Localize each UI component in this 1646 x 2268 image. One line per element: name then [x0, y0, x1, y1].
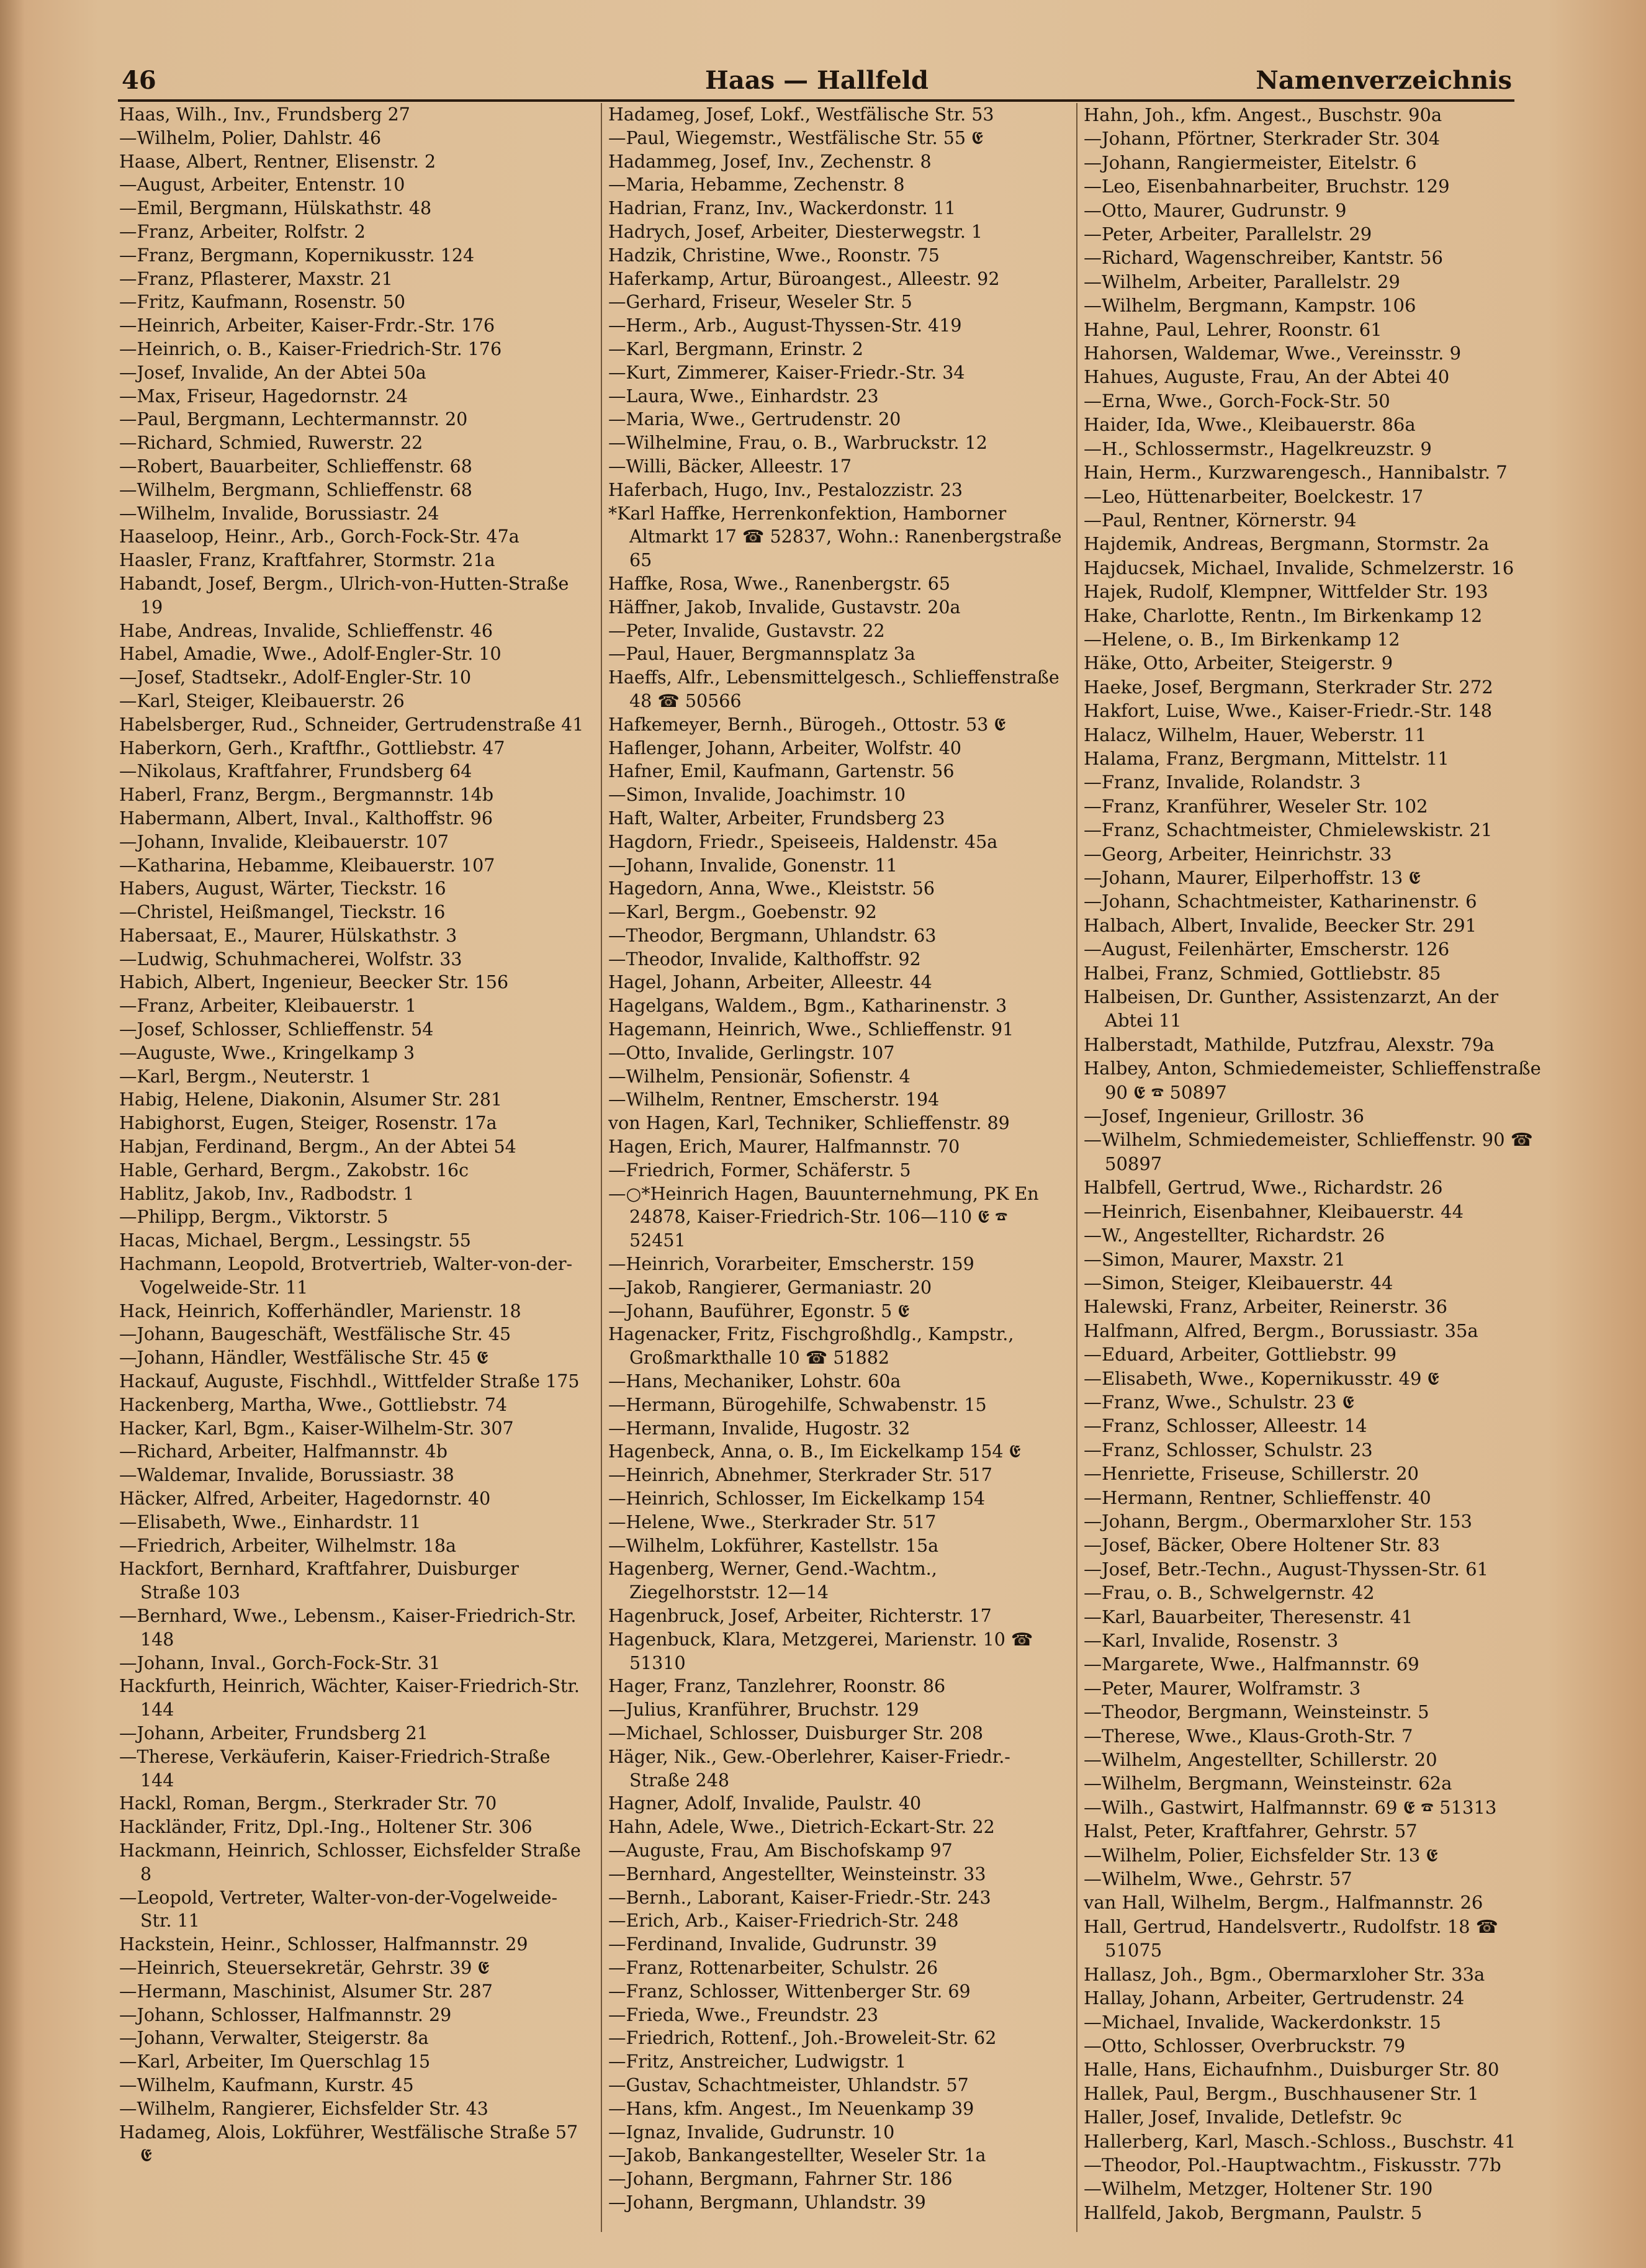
directory-entry: —Friedrich, Arbeiter, Wilhelmstr. 18a — [119, 1535, 456, 1556]
directory-entry: —Paul, Rentner, Körnerstr. 94 — [1084, 509, 1357, 531]
directory-entry: —Johann, Bergmann, Uhlandstr. 39 — [608, 2192, 926, 2213]
directory-entry: —Simon, Steiger, Kleibauerstr. 44 — [1084, 1272, 1393, 1294]
directory-entry: —Michael, Invalide, Wackerdonkstr. 15 — [1084, 2011, 1441, 2033]
directory-entry: Hagen, Erich, Maurer, Halfmannstr. 70 — [608, 1136, 960, 1158]
running-head: Haas — Hallfeld — [705, 66, 929, 95]
directory-entry: Halbach, Albert, Invalide, Beecker Str. 291 — [1084, 914, 1477, 936]
directory-entry: *Karl Haffke, Herrenkonfektion, Hamborner Altmarkt 17 ☎ 52837, Wohn.: Ranenbergstraße 65 — [608, 503, 1062, 571]
directory-entry: Häke, Otto, Arbeiter, Steigerstr. 9 — [1084, 652, 1393, 674]
directory-entry: —August, Feilenhärter, Emscherstr. 126 — [1084, 938, 1450, 960]
directory-entry: Halfmann, Alfred, Bergm., Borussiastr. 35a — [1084, 1320, 1478, 1341]
directory-entry: —Bernhard, Wwe., Lebensm., Kaiser-Friedrich-Str. 148 — [119, 1606, 577, 1650]
directory-entry: —Elisabeth, Wwe., Kopernikusstr. 49 𝕰 — [1084, 1367, 1439, 1389]
directory-entry: Hadzik, Christine, Wwe., Roonstr. 75 — [608, 245, 940, 266]
directory-entry: Haller, Josef, Invalide, Detlefstr. 9c — [1084, 2107, 1402, 2128]
directory-entry: —Karl, Bergm., Neuterstr. 1 — [119, 1066, 372, 1087]
directory-entry: Habich, Albert, Ingenieur, Beecker Str. 156 — [119, 972, 509, 993]
directory-entry: —Leo, Eisenbahnarbeiter, Bruchstr. 129 — [1084, 176, 1450, 197]
directory-entry: —Franz, Kranführer, Weseler Str. 102 — [1084, 795, 1428, 817]
directory-entry: Hafner, Emil, Kaufmann, Gartenstr. 56 — [608, 761, 955, 782]
directory-entry: Hagedorn, Anna, Wwe., Kleiststr. 56 — [608, 878, 935, 899]
directory-entry: —Hermann, Invalide, Hugostr. 32 — [608, 1418, 911, 1439]
directory-entry: —Wilhelm, Pensionär, Sofienstr. 4 — [608, 1066, 911, 1087]
directory-entry: —Michael, Schlosser, Duisburger Str. 208 — [608, 1722, 983, 1744]
directory-entry: —Philipp, Bergm., Viktorstr. 5 — [119, 1207, 389, 1228]
directory-entry: Habe, Andreas, Invalide, Schlieffenstr. 46 — [119, 620, 493, 641]
directory-entry: —Maria, Wwe., Gertrudenstr. 20 — [608, 409, 901, 430]
directory-entry: Hallek, Paul, Bergm., Buschhausener Str. 1 — [1084, 2082, 1479, 2104]
column-middle — [601, 103, 1066, 2232]
directory-entry: —Franz, Schachtmeister, Chmielewskistr. 21 — [1084, 819, 1493, 841]
directory-entry: —Hans, kfm. Angest., Im Neuenkamp 39 — [608, 2098, 974, 2119]
directory-entry: —Helene, Wwe., Sterkrader Str. 517 — [608, 1511, 937, 1532]
directory-entry: —Herm., Arb., August-Thyssen-Str. 419 — [608, 315, 962, 336]
directory-entry: Habers, August, Wärter, Tieckstr. 16 — [119, 878, 446, 899]
directory-entry: —Friedrich, Rottenf., Joh.-Broweleit-Str. 62 — [608, 2028, 997, 2049]
directory-entry: Hallasz, Joh., Bgm., Obermarxloher Str. 33a — [1084, 1963, 1485, 1985]
directory-entry: Halbey, Anton, Schmiedemeister, Schlieffenstraße 90 𝕰 ☎ 50897 — [1084, 1058, 1541, 1103]
directory-entry: —Erna, Wwe., Gorch-Fock-Str. 50 — [1084, 390, 1390, 412]
directory-entry: Hager, Franz, Tanzlehrer, Roonstr. 86 — [608, 1676, 946, 1697]
directory-entry: —Heinrich, Arbeiter, Kaiser-Frdr.-Str. 176 — [119, 315, 495, 336]
directory-entry: Halst, Peter, Kraftfahrer, Gehrstr. 57 — [1084, 1820, 1418, 1842]
directory-entry: —Frieda, Wwe., Freundstr. 23 — [608, 2004, 879, 2025]
directory-entry: —Theodor, Bergmann, Weinsteinstr. 5 — [1084, 1701, 1429, 1723]
directory-entry: Haferkamp, Artur, Büroangest., Alleestr. 92 — [608, 268, 1000, 289]
directory-entry: van Hall, Wilhelm, Bergm., Halfmannstr. 26 — [1084, 1892, 1483, 1914]
directory-entry: Hall, Gertrud, Handelsvertr., Rudolfstr. 18 ☎ 51075 — [1084, 1915, 1498, 1961]
directory-entry: —Otto, Invalide, Gerlingstr. 107 — [608, 1042, 895, 1063]
directory-entry: Hackstein, Heinr., Schlosser, Halfmannstr. 29 — [119, 1934, 528, 1955]
directory-entry: Halbei, Franz, Schmied, Gottliebstr. 85 — [1084, 962, 1441, 984]
directory-entry: —Jakob, Rangierer, Germaniastr. 20 — [608, 1277, 932, 1298]
directory-entry: —Wilhelm, Wwe., Gehrstr. 57 — [1084, 1868, 1352, 1890]
directory-entry: —Robert, Bauarbeiter, Schlieffenstr. 68 — [119, 456, 472, 477]
directory-entry: Haberl, Franz, Bergm., Bergmannstr. 14b — [119, 785, 494, 806]
directory-entry: —Theodor, Pol.-Hauptwachtm., Fiskusstr. 77b — [1084, 2154, 1501, 2176]
directory-entry: Hadrian, Franz, Inv., Wackerdonstr. 11 — [608, 198, 956, 219]
directory-entry: —Hans, Mechaniker, Lohstr. 60a — [608, 1371, 901, 1392]
directory-entry: —Franz, Schlosser, Alleestr. 14 — [1084, 1415, 1367, 1437]
directory-entry: Haider, Ida, Wwe., Kleibauerstr. 86a — [1084, 414, 1416, 436]
directory-entry: —Julius, Kranführer, Bruchstr. 129 — [608, 1699, 919, 1721]
directory-entry: —Johann, Invalide, Gonenstr. 11 — [608, 855, 897, 876]
directory-entry: Halacz, Wilhelm, Hauer, Weberstr. 11 — [1084, 724, 1427, 745]
directory-entry: —Otto, Schlosser, Overbruckstr. 79 — [1084, 2035, 1406, 2056]
directory-entry: —Paul, Hauer, Bergmannsplatz 3a — [608, 644, 915, 665]
directory-entry: Hahorsen, Waldemar, Wwe., Vereinsstr. 9 — [1084, 343, 1462, 364]
directory-entry: —Hermann, Bürogehilfe, Schwabenstr. 15 — [608, 1394, 987, 1415]
directory-entry: Hackl, Roman, Bergm., Sterkrader Str. 70 — [119, 1793, 497, 1814]
directory-entry: —Nikolaus, Kraftfahrer, Frundsberg 64 — [119, 761, 472, 782]
directory-entry: Hablitz, Jakob, Inv., Radbodstr. 1 — [119, 1183, 415, 1204]
directory-entry: —Theodor, Invalide, Kalthoffstr. 92 — [608, 948, 921, 970]
directory-entry: —Franz, Bergmann, Kopernikusstr. 124 — [119, 245, 475, 266]
header-rule — [118, 99, 1514, 102]
directory-entry: —Gerhard, Friseur, Weseler Str. 5 — [608, 292, 912, 313]
directory-entry: —Peter, Arbeiter, Parallelstr. 29 — [1084, 223, 1372, 245]
directory-entry: —Josef, Ingenieur, Grillostr. 36 — [1084, 1105, 1364, 1127]
directory-entry: Hack, Heinrich, Kofferhändler, Marienstr. 18 — [119, 1300, 521, 1321]
directory-entry: —Franz, Arbeiter, Kleibauerstr. 1 — [119, 996, 417, 1017]
directory-entry: —Heinrich, o. B., Kaiser-Friedrich-Str. 176 — [119, 338, 502, 359]
directory-entry: Haase, Albert, Rentner, Elisenstr. 2 — [119, 151, 436, 172]
directory-entry: —Wilhelm, Lokführer, Kastellstr. 15a — [608, 1535, 939, 1556]
directory-entry: —Johann, Inval., Gorch-Fock-Str. 31 — [119, 1652, 441, 1673]
directory-entry: Hackfort, Bernhard, Kraftfahrer, Duisburger Straße 103 — [119, 1559, 519, 1603]
directory-entry: Hahn, Joh., kfm. Angest., Buschstr. 90a — [1084, 104, 1442, 125]
directory-entry: Hakfort, Luise, Wwe., Kaiser-Friedr.-Str. 148 — [1084, 700, 1493, 722]
directory-entry: —Leopold, Vertreter, Walter-von-der-Vogelweide-Str. 11 — [119, 1887, 558, 1932]
directory-entry: Habersaat, E., Maurer, Hülskathstr. 3 — [119, 925, 457, 946]
directory-entry: Hackenberg, Martha, Wwe., Gottliebstr. 74 — [119, 1394, 507, 1415]
directory-entry: —Johann, Rangiermeister, Eitelstr. 6 — [1084, 151, 1417, 173]
directory-entry: —Wilhelm, Schmiedemeister, Schlieffenstr. 90 ☎ 50897 — [1084, 1129, 1533, 1174]
directory-entry: —○*Heinrich Hagen, Bauunternehmung, PK En 24878, Kaiser-Friedrich-Str. 106—110 𝕰 ☎ 52451 — [608, 1183, 1039, 1251]
directory-entry: Habel, Amadie, Wwe., Adolf-Engler-Str. 10 — [119, 644, 501, 665]
directory-entry: —Heinrich, Abnehmer, Sterkrader Str. 517 — [608, 1465, 992, 1486]
directory-entry: —Kurt, Zimmerer, Kaiser-Friedr.-Str. 34 — [608, 362, 965, 383]
page-header — [122, 66, 1512, 101]
directory-entry: Häffner, Jakob, Invalide, Gustavstr. 20a — [608, 596, 961, 618]
directory-entry: —Karl, Bergm., Goebenstr. 92 — [608, 902, 877, 923]
directory-entry: Haaseloop, Heinr., Arb., Gorch-Fock-Str. 47a — [119, 526, 519, 547]
directory-entry: —Therese, Wwe., Klaus-Groth-Str. 7 — [1084, 1725, 1413, 1747]
directory-entry: —Wilhelm, Polier, Dahlstr. 46 — [119, 127, 382, 148]
directory-entry: —Johann, Bergmann, Fahrner Str. 186 — [608, 2169, 953, 2190]
directory-entry: —Johann, Schlosser, Halfmannstr. 29 — [119, 2004, 452, 2025]
directory-entry: —H., Schlossermstr., Hagelkreuzstr. 9 — [1084, 438, 1432, 459]
directory-entry: Hafkemeyer, Bernh., Bürogeh., Ottostr. 53 𝕰 — [608, 714, 1006, 735]
directory-entry: Hadammeg, Josef, Inv., Zechenstr. 8 — [608, 151, 932, 172]
directory-entry: —Otto, Maurer, Gudrunstr. 9 — [1084, 199, 1347, 221]
directory-entry: Hagner, Adolf, Invalide, Paulstr. 40 — [608, 1793, 922, 1814]
directory-entry: —Helene, o. B., Im Birkenkamp 12 — [1084, 628, 1400, 650]
directory-entry: —Franz, Pflasterer, Maxstr. 21 — [119, 268, 393, 289]
directory-entry: —Wilhelm, Bergmann, Weinsteinstr. 62a — [1084, 1773, 1452, 1794]
directory-entry: Haflenger, Johann, Arbeiter, Wolfstr. 40 — [608, 737, 962, 758]
directory-entry: —Karl, Invalide, Rosenstr. 3 — [1084, 1630, 1339, 1651]
directory-entry: Hagenbruck, Josef, Arbeiter, Richterstr. 17 — [608, 1606, 992, 1626]
directory-entry: —Josef, Bäcker, Obere Holtener Str. 83 — [1084, 1534, 1440, 1556]
directory-entry: —Elisabeth, Wwe., Einhardstr. 11 — [119, 1511, 421, 1532]
directory-entry: von Hagen, Karl, Techniker, Schlieffenstr. 89 — [608, 1113, 1010, 1134]
directory-entry: Halbeisen, Dr. Gunther, Assistenzarzt, An der Abtei 11 — [1084, 986, 1499, 1032]
section-title: Namenverzeichnis — [1256, 66, 1512, 95]
directory-entry: —Max, Friseur, Hagedornstr. 24 — [119, 385, 408, 407]
directory-entry: Haberkorn, Gerh., Kraftfhr., Gottliebstr. 47 — [119, 737, 505, 758]
directory-entry: —Heinrich, Steuersekretär, Gehrstr. 39 𝕰 — [119, 1957, 490, 1978]
directory-entry: —Johann, Bauführer, Egonstr. 5 𝕰 — [608, 1300, 910, 1321]
directory-entry: —Johann, Schachtmeister, Katharinenstr. 6 — [1084, 891, 1477, 912]
directory-entry: —Erich, Arb., Kaiser-Friedrich-Str. 248 — [608, 1910, 959, 1932]
directory-entry: Häger, Nik., Gew.-Oberlehrer, Kaiser-Friedr.-Straße 248 — [608, 1746, 1010, 1791]
directory-entry: —Wilhelm, Bergmann, Kampstr. 106 — [1084, 295, 1416, 317]
directory-entry: —Franz, Wwe., Schulstr. 23 𝕰 — [1084, 1391, 1354, 1413]
binding-shadow — [0, 0, 25, 2268]
directory-entry: —Ludwig, Schuhmacherei, Wolfstr. 33 — [119, 948, 462, 970]
directory-entry: —Fritz, Kaufmann, Rosenstr. 50 — [119, 292, 406, 313]
directory-entry: —Katharina, Hebamme, Kleibauerstr. 107 — [119, 855, 495, 876]
directory-entry: Halbfell, Gertrud, Wwe., Richardstr. 26 — [1084, 1177, 1443, 1199]
directory-entry: —Friedrich, Former, Schäferstr. 5 — [608, 1159, 911, 1181]
directory-entry: —Heinrich, Schlosser, Im Eickelkamp 154 — [608, 1488, 986, 1510]
directory-entry: —Wilhelm, Metzger, Holtener Str. 190 — [1084, 2178, 1433, 2200]
directory-entry: —Wilhelm, Kaufmann, Kurstr. 45 — [119, 2074, 414, 2095]
directory-entry: Hackländer, Fritz, Dpl.-Ing., Holtener Str. 306 — [119, 1817, 533, 1838]
directory-entry: —Christel, Heißmangel, Tieckstr. 16 — [119, 902, 446, 923]
directory-entry: —Josef, Betr.-Techn., August-Thyssen-Str. 61 — [1084, 1558, 1489, 1580]
directory-entry: —Johann, Invalide, Kleibauerstr. 107 — [119, 831, 449, 852]
directory-entry: —Karl, Steiger, Kleibauerstr. 26 — [119, 690, 405, 711]
directory-entry: —Henriette, Friseuse, Schillerstr. 20 — [1084, 1463, 1419, 1485]
directory-entry: —Josef, Invalide, An der Abtei 50a — [119, 362, 426, 383]
directory-entry: Hake, Charlotte, Rentn., Im Birkenkamp 12 — [1084, 605, 1483, 626]
directory-entry: Häcker, Alfred, Arbeiter, Hagedornstr. 40 — [119, 1488, 491, 1510]
directory-entry: Hadameg, Alois, Lokführer, Westfälische Straße 57 𝕰 — [119, 2122, 578, 2166]
directory-entry: —Frau, o. B., Schwelgernstr. 42 — [1084, 1582, 1375, 1604]
directory-entry: —Franz, Schlosser, Wittenberger Str. 69 — [608, 1981, 971, 2002]
directory-entry: —Margarete, Wwe., Halfmannstr. 69 — [1084, 1654, 1419, 1675]
directory-entry: —Ignaz, Invalide, Gudrunstr. 10 — [608, 2122, 895, 2143]
directory-entry: —Therese, Verkäuferin, Kaiser-Friedrich-Straße 144 — [119, 1746, 551, 1791]
directory-entry: —Bernh., Laborant, Kaiser-Friedr.-Str. 243 — [608, 1887, 991, 1908]
directory-entry: Hagenberg, Werner, Gend.-Wachtm., Ziegelhorststr. 12—14 — [608, 1559, 937, 1603]
directory-entry: Haas, Wilh., Inv., Frundsberg 27 — [119, 104, 410, 125]
directory-entry: —Paul, Bergmann, Lechtermannstr. 20 — [119, 409, 468, 430]
directory-entry: —Wilhelm, Rangierer, Eichsfelder Str. 43 — [119, 2098, 488, 2119]
directory-entry: —Bernhard, Angestellter, Weinsteinstr. 33 — [608, 1863, 986, 1884]
directory-entry: Hagenbuck, Klara, Metzgerei, Marienstr. 10 ☎ 51310 — [608, 1629, 1033, 1673]
directory-entry: Haeke, Josef, Bergmann, Sterkrader Str. 272 — [1084, 676, 1493, 698]
directory-entry: —Johann, Maurer, Eilperhoffstr. 13 𝕰 — [1084, 867, 1421, 888]
directory-entry: —Franz, Invalide, Rolandstr. 3 — [1084, 772, 1361, 793]
directory-entry: —Richard, Arbeiter, Halfmannstr. 4b — [119, 1441, 448, 1462]
directory-entry: —Peter, Maurer, Wolframstr. 3 — [1084, 1677, 1361, 1699]
directory-entry: —Josef, Stadtsekr., Adolf-Engler-Str. 10 — [119, 667, 472, 688]
directory-entry: Haasler, Franz, Kraftfahrer, Stormstr. 21a — [119, 550, 495, 571]
directory-entry: —Franz, Rottenarbeiter, Schulstr. 26 — [608, 1957, 938, 1978]
directory-entry: —Wilhelm, Bergmann, Schlieffenstr. 68 — [119, 479, 472, 500]
directory-entry: Habermann, Albert, Inval., Kalthoffstr. 96 — [119, 808, 493, 829]
directory-entry: —Laura, Wwe., Einhardstr. 23 — [608, 385, 879, 407]
directory-entry: —Fritz, Anstreicher, Ludwigstr. 1 — [608, 2051, 907, 2072]
directory-entry: —Georg, Arbeiter, Heinrichstr. 33 — [1084, 843, 1392, 865]
directory-entry: Habig, Helene, Diakonin, Alsumer Str. 281 — [119, 1089, 503, 1110]
directory-entry: Hallfeld, Jakob, Bergmann, Paulstr. 5 — [1084, 2202, 1423, 2223]
column-left — [119, 103, 585, 2232]
directory-entry: Hackfurth, Heinrich, Wächter, Kaiser-Friedrich-Str. 144 — [119, 1676, 580, 1721]
directory-entry: —Richard, Wagenschreiber, Kantstr. 56 — [1084, 247, 1443, 269]
directory-entry: Hagenbeck, Anna, o. B., Im Eickelkamp 154 𝕰 — [608, 1441, 1021, 1462]
directory-entry: Hagdorn, Friedr., Speiseeis, Haldenstr. 45a — [608, 831, 998, 852]
directory-entry: —Wilhelm, Polier, Eichsfelder Str. 13 𝕰 — [1084, 1844, 1438, 1866]
directory-entry: —Karl, Bergmann, Erinstr. 2 — [608, 338, 863, 359]
directory-entry: —Theodor, Bergmann, Uhlandstr. 63 — [608, 925, 937, 946]
directory-entry: Hallerberg, Karl, Masch.-Schloss., Buschstr. 41 — [1084, 2130, 1516, 2152]
directory-entry: —Johann, Pförtner, Sterkrader Str. 304 — [1084, 128, 1441, 150]
directory-entry: —Eduard, Arbeiter, Gottliebstr. 99 — [1084, 1344, 1397, 1366]
directory-entry: Hadrych, Josef, Arbeiter, Diesterwegstr. 1 — [608, 221, 983, 242]
directory-entry: —Wilhelm, Rentner, Emscherstr. 194 — [608, 1089, 940, 1110]
directory-entry: Halama, Franz, Bergmann, Mittelstr. 11 — [1084, 747, 1449, 769]
directory-entry: Hagenacker, Fritz, Fischgroßhdlg., Kampstr., Großmarkthalle 10 ☎ 51882 — [608, 1324, 1014, 1369]
directory-entry: —W., Angestellter, Richardstr. 26 — [1084, 1225, 1385, 1246]
directory-entry: —Johann, Verwalter, Steigerstr. 8a — [119, 2028, 429, 2049]
directory-entry: Hadameg, Josef, Lokf., Westfälische Str. 53 — [608, 104, 994, 125]
directory-entry: Hable, Gerhard, Bergm., Zakobstr. 16c — [119, 1159, 469, 1181]
directory-entry: —Maria, Hebamme, Zechenstr. 8 — [608, 174, 905, 196]
directory-entry: Hacker, Karl, Bgm., Kaiser-Wilhelm-Str. 307 — [119, 1418, 514, 1439]
directory-entry: —Gustav, Schachtmeister, Uhlandstr. 57 — [608, 2074, 969, 2095]
directory-entry: Hagel, Johann, Arbeiter, Alleestr. 44 — [608, 972, 932, 993]
directory-entry: —Wilhelmine, Frau, o. B., Warbruckstr. 12 — [608, 433, 987, 454]
directory-entry: —Wilh., Gastwirt, Halfmannstr. 69 𝕰 ☎ 51313 — [1084, 1796, 1497, 1818]
column-right — [1076, 103, 1542, 2232]
directory-entry: —Johann, Baugeschäft, Westfälische Str. 45 — [119, 1324, 511, 1345]
directory-entry: —Willi, Bäcker, Alleestr. 17 — [608, 456, 852, 477]
directory-entry: Hahues, Auguste, Frau, An der Abtei 40 — [1084, 366, 1450, 388]
directory-entry: —Johann, Bergm., Obermarxloher Str. 153 — [1084, 1510, 1472, 1532]
directory-entry: —Karl, Bauarbeiter, Theresenstr. 41 — [1084, 1606, 1413, 1627]
directory-entry: Hagemann, Heinrich, Wwe., Schlieffenstr. 91 — [608, 1019, 1014, 1040]
directory-entry: Hacas, Michael, Bergm., Lessingstr. 55 — [119, 1230, 471, 1251]
directory-entry: Halle, Hans, Eichaufnhm., Duisburger Str. 80 — [1084, 2059, 1500, 2081]
directory-entry: —Franz, Schlosser, Schulstr. 23 — [1084, 1439, 1373, 1460]
directory-entry: —Richard, Schmied, Ruwerstr. 22 — [119, 433, 423, 454]
directory-entry: —August, Arbeiter, Entenstr. 10 — [119, 174, 405, 196]
directory-entry: Hachmann, Leopold, Brotvertrieb, Walter-von-der-Vogelweide-Str. 11 — [119, 1254, 573, 1298]
directory-entry: Hagelgans, Waldem., Bgm., Katharinenstr. 3 — [608, 996, 1007, 1017]
directory-entry: —Franz, Arbeiter, Rolfstr. 2 — [119, 221, 366, 242]
directory-entry: —Josef, Schlosser, Schlieffenstr. 54 — [119, 1019, 434, 1040]
directory-entry: —Leo, Hüttenarbeiter, Boelckestr. 17 — [1084, 485, 1424, 507]
directory-entry: —Auguste, Frau, Am Bischofskamp 97 — [608, 1840, 953, 1861]
directory-entry: —Simon, Invalide, Joachimstr. 10 — [608, 785, 906, 806]
directory-entry: —Jakob, Bankangestellter, Weseler Str. 1a — [608, 2145, 986, 2166]
directory-entry: Habandt, Josef, Bergm., Ulrich-von-Hutten-Straße 19 — [119, 573, 569, 618]
directory-entry: Hain, Herm., Kurzwarengesch., Hannibalstr. 7 — [1084, 462, 1508, 484]
directory-entry: Hajducsek, Michael, Invalide, Schmelzerstr. 16 — [1084, 557, 1514, 578]
directory-entry: Haft, Walter, Arbeiter, Frundsberg 23 — [608, 808, 945, 829]
directory-entry: Haeffs, Alfr., Lebensmittelgesch., Schlieffenstraße 48 ☎ 50566 — [608, 667, 1059, 711]
directory-entry: Hahn, Adele, Wwe., Dietrich-Eckart-Str. 22 — [608, 1817, 995, 1838]
directory-entry: Haffke, Rosa, Wwe., Ranenbergstr. 65 — [608, 573, 951, 594]
directory-entry: Hahne, Paul, Lehrer, Roonstr. 61 — [1084, 318, 1382, 340]
directory-entry: —Wilhelm, Arbeiter, Parallelstr. 29 — [1084, 271, 1400, 292]
directory-entry: —Wilhelm, Angestellter, Schillerstr. 20 — [1084, 1749, 1437, 1771]
directory-entry: Hackauf, Auguste, Fischhdl., Wittfelder Straße 175 — [119, 1371, 580, 1392]
directory-entry: Halberstadt, Mathilde, Putzfrau, Alexstr. 79a — [1084, 1033, 1495, 1055]
directory-entry: —Johann, Arbeiter, Frundsberg 21 — [119, 1722, 428, 1744]
directory-entry: Hajek, Rudolf, Klempner, Wittfelder Str. 193 — [1084, 581, 1488, 603]
directory-entry: —Auguste, Wwe., Kringelkamp 3 — [119, 1042, 415, 1063]
directory-entry: —Johann, Händler, Westfälische Str. 45 𝕰 — [119, 1348, 488, 1369]
directory-entry: Hajdemik, Andreas, Bergmann, Stormstr. 2a — [1084, 533, 1490, 555]
directory-entry: Halewski, Franz, Arbeiter, Reinerstr. 36 — [1084, 1296, 1447, 1318]
directory-entry: —Ferdinand, Invalide, Gudrunstr. 39 — [608, 1934, 937, 1955]
page-number: 46 — [122, 66, 156, 95]
directory-entry: —Karl, Arbeiter, Im Querschlag 15 — [119, 2051, 431, 2072]
directory-entry: Hackmann, Heinrich, Schlosser, Eichsfelder Straße 8 — [119, 1840, 581, 1884]
directory-entry: Haferbach, Hugo, Inv., Pestalozzistr. 23 — [608, 479, 963, 500]
directory-entry: —Heinrich, Eisenbahner, Kleibauerstr. 44 — [1084, 1200, 1464, 1222]
directory-entry: Hallay, Johann, Arbeiter, Gertrudenstr. 24 — [1084, 1987, 1465, 2009]
directory-entry: Habjan, Ferdinand, Bergm., An der Abtei 54 — [119, 1136, 516, 1158]
directory-entry: Habighorst, Eugen, Steiger, Rosenstr. 17a — [119, 1113, 497, 1134]
directory-entry: —Peter, Invalide, Gustavstr. 22 — [608, 620, 885, 641]
directory-entry: —Hermann, Maschinist, Alsumer Str. 287 — [119, 1981, 493, 2002]
directory-entry: —Emil, Bergmann, Hülskathstr. 48 — [119, 198, 432, 219]
directory-entry: —Wilhelm, Invalide, Borussiastr. 24 — [119, 503, 439, 524]
directory-entry: Habelsberger, Rud., Schneider, Gertrudenstraße 41 — [119, 714, 584, 735]
directory-entry: —Hermann, Rentner, Schlieffenstr. 40 — [1084, 1487, 1431, 1508]
directory-entry: —Waldemar, Invalide, Borussiastr. 38 — [119, 1465, 454, 1486]
directory-entry: —Simon, Maurer, Maxstr. 21 — [1084, 1248, 1346, 1270]
directory-entry: —Heinrich, Vorarbeiter, Emscherstr. 159 — [608, 1254, 974, 1275]
directory-entry: —Paul, Wiegemstr., Westfälische Str. 55 𝕰 — [608, 127, 983, 148]
